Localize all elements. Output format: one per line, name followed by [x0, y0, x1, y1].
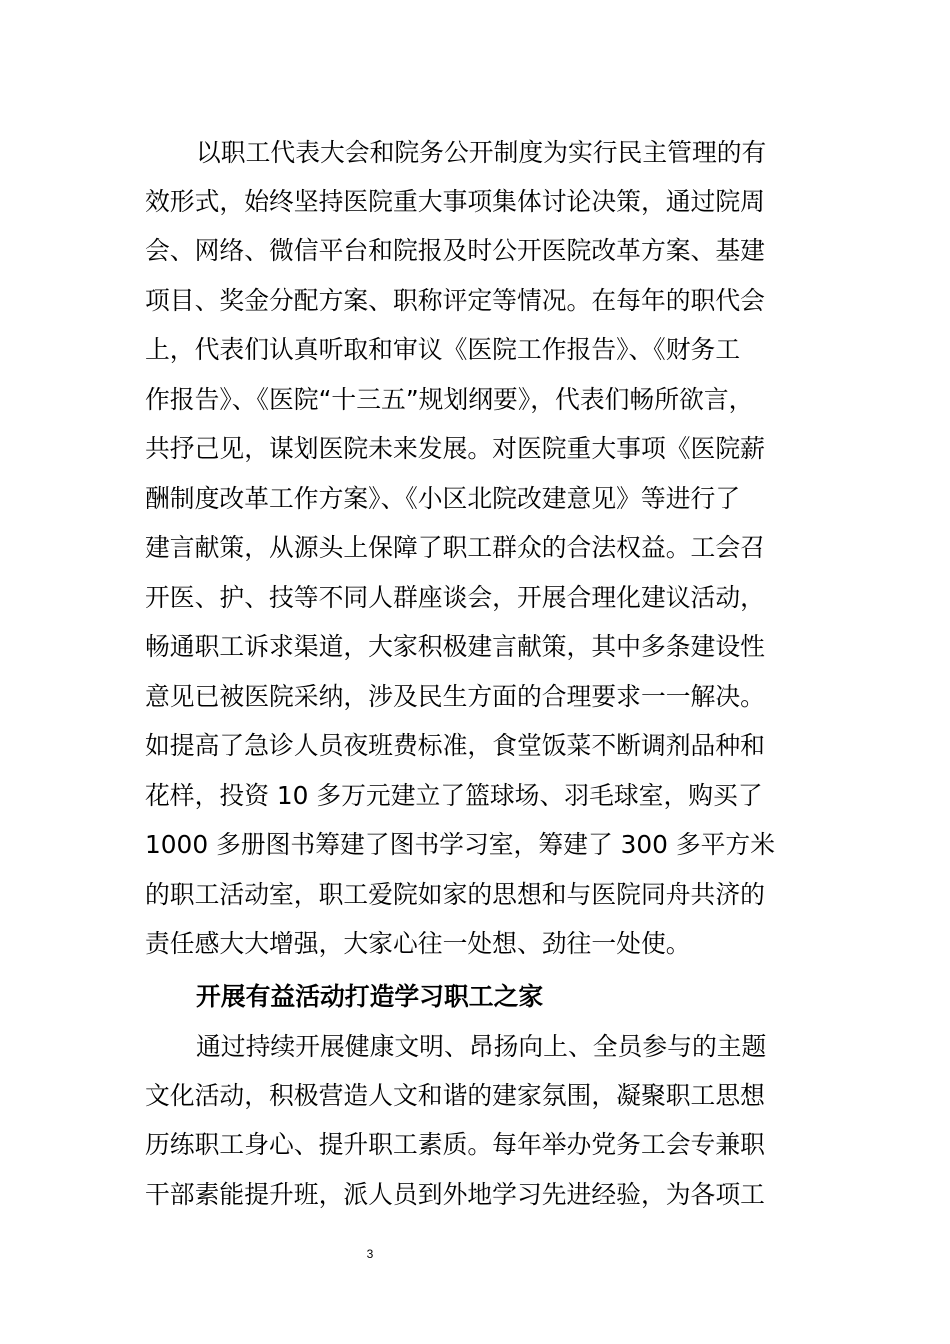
text-line-1: 以职工代表大会和院务公开制度为实行民主管理的有: [196, 138, 767, 167]
text-line-9: 建言献策，从源头上保障了职工群众的合法权益。工会召: [145, 533, 765, 562]
text-line-21: 历练职工身心、提升职工素质。每年举办党务工会专兼职: [145, 1130, 765, 1159]
text-line-7: 共抒己见，谋划医院未来发展。对医院重大事项《医院薪: [145, 434, 765, 463]
text-line-5: 上，代表们认真听取和审议《医院工作报告》、《财务工: [145, 335, 741, 364]
text-line-17: 责任感大大增强，大家心往一处想、劲往一处使。: [145, 929, 691, 958]
text-line-22: 干部素能提升班，派人员到外地学习先进经验，为各项工: [145, 1180, 765, 1209]
text-line-16: 的职工活动室，职工爱院如家的思想和与医院同舟共济的: [145, 880, 765, 909]
text-line-10: 开医、护、技等不同人群座谈会，开展合理化建议活动，: [145, 583, 765, 612]
text-line-20: 文化活动，积极营造人文和谐的建家氛围，凝聚职工思想: [145, 1081, 765, 1110]
text-line-2: 效形式，始终坚持医院重大事项集体讨论决策，通过院周: [145, 187, 765, 216]
text-line-19: 通过持续开展健康文明、昂扬向上、全员参与的主题: [196, 1032, 767, 1061]
text-line-14: 花样，投资 10 多万元建立了篮球场、羽毛球室，购买了: [145, 781, 763, 810]
text-line-3: 会、网络、微信平台和院报及时公开医院改革方案、基建: [145, 236, 765, 265]
text-line-12: 意见已被医院采纳，涉及民生方面的合理要求一一解决。: [145, 682, 765, 711]
text-line-4: 项目、奖金分配方案、职称评定等情况。在每年的职代会: [145, 286, 765, 315]
page-number: 3: [366, 1247, 374, 1261]
section-heading: 开展有益活动打造学习职工之家: [196, 982, 544, 1011]
text-line-15: 1000 多册图书筹建了图书学习室，筹建了 300 多平方米: [145, 830, 776, 859]
text-line-6: 作报告》、《医院“十三五”规划纲要》，代表们畅所欲言，: [145, 385, 754, 414]
text-line-8: 酬制度改革工作方案》、《小区北院改建意见》等进行了: [145, 484, 741, 513]
text-line-11: 畅通职工诉求渠道，大家积极建言献策，其中多条建设性: [145, 632, 765, 661]
text-line-13: 如提高了急诊人员夜班费标准，食堂饭菜不断调剂品种和: [145, 731, 765, 760]
